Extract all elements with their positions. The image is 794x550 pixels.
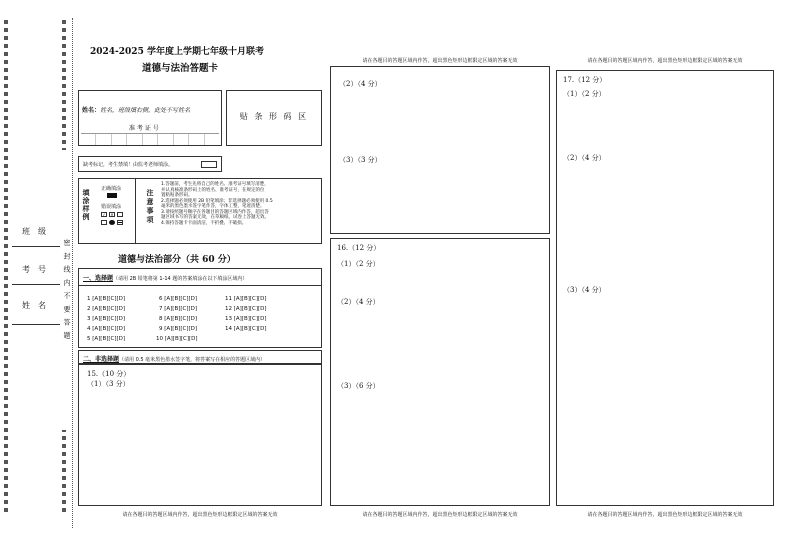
class-label: 班 级 — [22, 227, 46, 236]
binding-square — [4, 68, 8, 72]
binding-square — [62, 76, 66, 80]
binding-square — [4, 172, 8, 176]
mc-divider — [79, 285, 321, 286]
binding-square — [4, 492, 8, 496]
mc-heading: 一、选择题 — [83, 275, 114, 282]
binding-square — [4, 28, 8, 32]
wrong-fill-circle-icon — [109, 220, 115, 225]
binding-square — [4, 380, 8, 384]
q15-answer-area[interactable] — [78, 364, 322, 506]
binding-square — [4, 188, 8, 192]
q16-part3: （3）（6 分） — [337, 382, 380, 390]
binding-square — [4, 60, 8, 64]
col3-top-notice: 请在各题目的答题区域内作答，超出黑色矩形边框限定区域的答案无效 — [587, 58, 743, 64]
page-title: 2024-2025 学年度上学期七年级十月联考 — [90, 47, 264, 57]
barcode-area — [226, 90, 322, 146]
nonmc-header-box — [78, 350, 322, 364]
binding-square — [4, 324, 8, 328]
binding-square — [4, 228, 8, 232]
binding-square — [4, 444, 8, 448]
binding-square — [62, 44, 66, 48]
binding-squares-left — [4, 20, 10, 516]
binding-square — [62, 84, 66, 88]
binding-square — [4, 404, 8, 408]
binding-square — [4, 476, 8, 480]
wrong-fill-check-icon: ✓ — [102, 212, 106, 217]
binding-square — [4, 156, 8, 160]
binding-square — [4, 340, 8, 344]
binding-square — [4, 396, 8, 400]
binding-square — [4, 148, 8, 152]
binding-square — [62, 484, 66, 488]
mc-question-12[interactable]: 12 [A][B][C][D] — [225, 306, 267, 312]
binding-square — [62, 132, 66, 136]
binding-square — [62, 68, 66, 72]
example-divider — [135, 179, 136, 243]
binding-square — [4, 124, 8, 128]
q17-part2: （2）（4 分） — [563, 154, 606, 162]
binding-square — [4, 36, 8, 40]
instruction-line: 3.请按照题号顺序在各题目的答题区域内作答，超出答 — [161, 209, 269, 215]
binding-square — [4, 468, 8, 472]
binding-square — [4, 140, 8, 144]
binding-square — [62, 140, 66, 144]
fill-example-label: 填涂样例 — [82, 189, 90, 221]
binding-square — [4, 100, 8, 104]
binding-square — [4, 76, 8, 80]
mc-question-7[interactable]: 7 [A][B][C][D] — [159, 306, 198, 312]
binding-square — [62, 476, 66, 480]
correct-fill-icon — [107, 193, 117, 198]
student-info-box — [78, 90, 222, 146]
exam-number-label-side: 考 号 — [22, 265, 46, 274]
q15-title: 15.（10 分） — [87, 370, 131, 378]
mc-question-13[interactable]: 13 [A][B][C][D] — [225, 316, 267, 322]
q15-part3: （3）（3 分） — [339, 156, 382, 164]
name-label: 姓名： — [82, 107, 101, 114]
name-line[interactable] — [12, 324, 60, 325]
exam-number-cells[interactable] — [81, 133, 219, 145]
q17-title: 17.（12 分） — [563, 76, 607, 84]
binding-square — [62, 60, 66, 64]
binding-square — [62, 100, 66, 104]
binding-square — [4, 332, 8, 336]
q15-part1: （1）（3 分） — [87, 380, 130, 388]
name-hint: 姓名，班级填右侧，此处不写姓名 — [100, 107, 191, 114]
section-title: 道德与法治部分（共 60 分） — [118, 255, 236, 265]
binding-square — [62, 460, 66, 464]
binding-square — [62, 436, 66, 440]
binding-square — [4, 244, 8, 248]
binding-square — [4, 180, 8, 184]
mc-question-4[interactable]: 4 [A][B][C][D] — [87, 326, 126, 332]
binding-square — [4, 52, 8, 56]
binding-square — [4, 196, 8, 200]
binding-square — [62, 444, 66, 448]
q16-answer-area[interactable] — [330, 238, 550, 506]
q16-title: 16.（12 分） — [337, 244, 381, 252]
binding-square — [4, 460, 8, 464]
binding-square — [4, 164, 8, 168]
binding-square — [4, 412, 8, 416]
binding-square — [4, 292, 8, 296]
binding-square — [4, 372, 8, 376]
absent-notice-text: 缺考标记，考生禁填！由监考老师填涂。 — [83, 162, 174, 168]
class-line[interactable] — [12, 246, 60, 247]
binding-square — [62, 108, 66, 112]
binding-square — [62, 52, 66, 56]
wrong-fill-cross-icon: ✕ — [110, 212, 114, 217]
binding-square — [4, 212, 8, 216]
instruction-line: 题区域书写的答案无效，在草稿纸、试卷上答题无效。 — [161, 215, 269, 220]
binding-square — [4, 300, 8, 304]
instruction-line: 毫米的黑色墨水签字笔作答，字体工整，笔迹清楚。 — [161, 204, 265, 209]
mc-question-9[interactable]: 9 [A][B][C][D] — [159, 326, 198, 332]
wrong-fill-label: 错误填涂 — [101, 204, 122, 210]
q17-answer-area[interactable] — [556, 70, 774, 506]
col2-top-notice: 请在各题目的答题区域内作答，超出黑色矩形边框限定区域的答案无效 — [362, 58, 518, 64]
binding-square — [4, 236, 8, 240]
binding-square — [4, 20, 8, 24]
mc-question-1[interactable]: 1 [A][B][C][D] — [87, 296, 126, 302]
binding-square — [4, 308, 8, 312]
col3-bottom-notice: 请在各题目的答题区域内作答，超出黑色矩形边框限定区域的答案无效 — [587, 512, 743, 518]
binding-square — [4, 116, 8, 120]
col2-bottom-notice: 请在各题目的答题区域内作答，超出黑色矩形边框限定区域的答案无效 — [362, 512, 518, 518]
mc-question-11[interactable]: 11 [A][B][C][D] — [225, 296, 267, 302]
binding-square — [4, 204, 8, 208]
absent-mark-box[interactable] — [201, 161, 217, 168]
binding-square — [4, 132, 8, 136]
binding-square — [62, 508, 66, 512]
mc-question-8[interactable]: 8 [A][B][C][D] — [159, 316, 198, 322]
binding-square — [62, 92, 66, 96]
instruction-line: 并认真核准条形码上的姓名、准考证号，在规定的位 — [161, 187, 265, 193]
mc-question-2[interactable]: 2 [A][B][C][D] — [87, 306, 126, 312]
absent-notice-box — [78, 156, 222, 172]
binding-square — [4, 436, 8, 440]
binding-square — [62, 500, 66, 504]
binding-square — [4, 268, 8, 272]
q17-part3: （3）（4 分） — [563, 286, 606, 294]
binding-square — [4, 484, 8, 488]
binding-square — [62, 492, 66, 496]
binding-square — [62, 28, 66, 32]
barcode-label: 贴 条 形 码 区 — [239, 112, 309, 121]
binding-square — [4, 356, 8, 360]
instruction-line: 1.答题前，考生先将自己的姓名、准考证号填写清楚， — [161, 182, 269, 187]
instruction-line: 置粘贴条形码。 — [161, 193, 193, 198]
binding-square — [4, 364, 8, 368]
binding-square — [4, 108, 8, 112]
binding-square — [4, 428, 8, 432]
nonmc-note: （请用 0.5 毫米黑色墨水签字笔，将答案写在相应的答题区域内） — [119, 357, 266, 363]
binding-square — [62, 452, 66, 456]
seal-dotted-line — [72, 18, 73, 528]
q17-part1: （1）（2 分） — [563, 90, 606, 98]
mc-question-14[interactable]: 14 [A][B][C][D] — [225, 326, 267, 332]
binding-square — [4, 220, 8, 224]
binding-square — [4, 500, 8, 504]
q16-part2: （2）（4 分） — [337, 298, 380, 306]
exam-number-line[interactable] — [12, 284, 60, 285]
wrong-fill-dash-icon — [117, 220, 123, 225]
exam-number-label: 准 考 证 号 — [129, 125, 159, 132]
q16-part1: （1）（2 分） — [337, 260, 380, 268]
wrong-fill-dot-icon — [101, 220, 107, 225]
binding-square — [4, 420, 8, 424]
binding-square — [4, 84, 8, 88]
binding-square — [4, 316, 8, 320]
correct-fill-label: 正确填涂 — [101, 186, 122, 192]
binding-square — [62, 124, 66, 128]
binding-square — [62, 20, 66, 24]
mc-question-5[interactable]: 5 [A][B][C][D] — [87, 336, 126, 342]
binding-square — [4, 252, 8, 256]
mc-question-3[interactable]: 3 [A][B][C][D] — [87, 316, 126, 322]
binding-square — [4, 260, 8, 264]
page-subtitle: 道德与法治答题卡 — [142, 63, 219, 74]
wrong-fill-slash-icon — [117, 212, 123, 217]
q15-continued-area[interactable] — [330, 66, 550, 234]
binding-square — [4, 388, 8, 392]
binding-square — [62, 36, 66, 40]
mc-question-10[interactable]: 10 [A][B][C][D] — [156, 336, 198, 342]
col1-bottom-notice: 请在各题目的答题区域内作答，超出黑色矩形边框限定区域的答案无效 — [122, 512, 278, 518]
instructions-label: 注意事项 — [146, 189, 154, 225]
binding-square — [4, 452, 8, 456]
nonmc-heading: 二、非选择题 — [83, 356, 120, 363]
mc-question-6[interactable]: 6 [A][B][C][D] — [159, 296, 198, 302]
binding-square — [4, 44, 8, 48]
binding-square — [4, 508, 8, 512]
binding-square — [4, 92, 8, 96]
mc-section-box — [78, 268, 322, 348]
binding-square — [62, 468, 66, 472]
binding-square — [4, 348, 8, 352]
binding-square — [4, 276, 8, 280]
instructions-list — [161, 182, 273, 226]
instruction-line: 2.选择题必须使用 2B 铅笔填涂；非选择题必须使用 0.5 — [161, 198, 273, 204]
mc-note: （请用 2B 铅笔将第 1-14 题的答案填涂在以下填涂区域内） — [113, 276, 248, 282]
instruction-line: 4.保持答题卡卡面清洁，不折叠、不破损。 — [161, 220, 247, 226]
name-label-side: 姓 名 — [22, 301, 46, 310]
example-instructions-box — [78, 178, 322, 244]
seal-text: 密 封 线 内 不 要 答 题 — [62, 150, 72, 430]
binding-square — [62, 116, 66, 120]
q15-part2: （2）（4 分） — [339, 80, 382, 88]
binding-square — [4, 284, 8, 288]
